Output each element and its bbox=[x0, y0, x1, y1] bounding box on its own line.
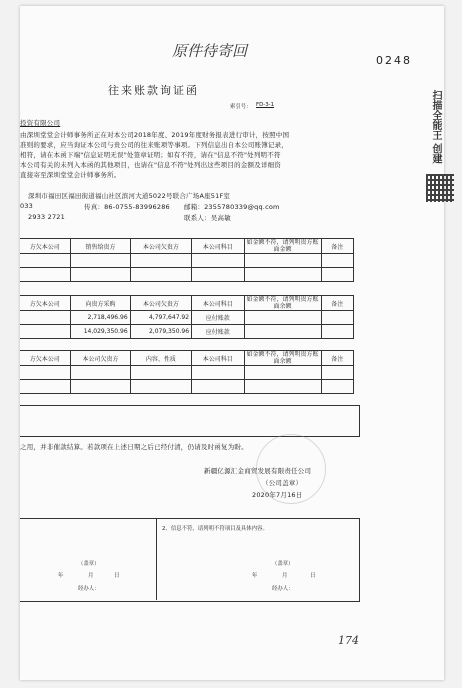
handwritten-note: 原件待寄回 bbox=[172, 42, 248, 60]
header-cell: 销售给贵方 bbox=[71, 239, 130, 254]
table-sales bbox=[20, 238, 354, 282]
table-row bbox=[20, 325, 354, 339]
reply-day-left: 日 bbox=[114, 573, 120, 579]
contact-address: 深圳市福田区福田街道福山社区滨河大道5022号联合广场A座51F室 bbox=[28, 192, 231, 200]
header-cell: 本公司欠贵方 bbox=[130, 239, 191, 254]
table-row bbox=[20, 311, 354, 325]
header-cell: 备注 bbox=[321, 296, 353, 311]
table-purchases bbox=[20, 295, 354, 339]
table-row bbox=[20, 366, 354, 380]
reply-handler-left: 经办人： bbox=[78, 586, 100, 592]
qr-code-icon bbox=[426, 174, 454, 202]
reply-handler-right: 经办人： bbox=[272, 586, 294, 592]
reply-divider bbox=[156, 518, 157, 600]
table-row bbox=[20, 351, 354, 366]
contact-tel: 2933 2721 bbox=[28, 213, 65, 221]
header-cell: 本公司科目 bbox=[192, 239, 244, 254]
body-line-4: 本公司有关的未列入本函的其他项目，也请在"信息不符"处列出这些项目的金额及详细资 bbox=[20, 161, 281, 169]
amount-cell: 2,079,350.96 bbox=[130, 325, 191, 339]
table-other bbox=[20, 350, 354, 394]
header-cell: 内容、性质 bbox=[130, 351, 191, 366]
reply-seal-left: （盖章） bbox=[78, 561, 100, 567]
table-row bbox=[20, 296, 354, 311]
contact-fax: 传真：86-0755-83996286 bbox=[84, 203, 170, 211]
table-row bbox=[20, 254, 354, 268]
header-cell: 如金额不符，请列明贵方账面金额 bbox=[244, 239, 321, 254]
contact-person: 联系人：吴高敏 bbox=[184, 214, 231, 222]
contact-email: 邮箱：2355780339@qq.com bbox=[184, 203, 280, 211]
header-cell: 本公司科目 bbox=[192, 296, 244, 311]
reply-seal-right: （盖章） bbox=[272, 561, 294, 567]
remarks-box bbox=[20, 405, 360, 437]
header-cell: 方欠本公司 bbox=[20, 351, 71, 366]
table-row bbox=[20, 268, 354, 282]
account-cell: 应付账款 bbox=[192, 325, 244, 339]
body-line-2: 准则的要求，应当询证本公司与贵公司的往来账项等事项。下列信息出自本公司账簿记录， bbox=[20, 141, 288, 149]
table-row bbox=[20, 380, 354, 394]
body-line-5: 直接寄至深圳堂堂会计师事务所。 bbox=[20, 171, 121, 179]
reply-day-right: 日 bbox=[310, 573, 316, 579]
index-value: FD-3-1 bbox=[256, 102, 275, 108]
reply-month-left: 月 bbox=[88, 573, 94, 579]
body-line-3: 相符，请在本函下端"信息证明无误"处签章证明；如有不符，请在"信息不符"处列明不符 bbox=[20, 151, 281, 159]
scanner-watermark: 扫描全能王 创建 bbox=[430, 90, 441, 164]
recipient: 投资有限公司 bbox=[20, 119, 61, 127]
document-page bbox=[20, 6, 444, 680]
reply-year-right: 年 bbox=[252, 573, 258, 579]
letter-title: 往来账款询证函 bbox=[108, 84, 199, 97]
header-cell: 如金额不符，请列明贵方账面余额 bbox=[244, 296, 321, 311]
header-cell: 方欠本公司 bbox=[20, 239, 71, 254]
header-cell: 本公司欠贵方 bbox=[130, 296, 191, 311]
header-cell: 如金额不符，请列明贵方账面余额 bbox=[244, 351, 321, 366]
mismatch-instruction: 2、信息不符，请列明不符项目及具体内容。 bbox=[162, 526, 268, 532]
disclaimer-note: 之用，并非催款结算。若款项在上述日期之后已经付清，仍请及时函复为盼。 bbox=[20, 443, 248, 451]
amount-cell: 14,029,350.96 bbox=[71, 325, 130, 339]
table-row bbox=[20, 239, 354, 254]
document-number: 0248 bbox=[376, 54, 412, 67]
handwritten-page-number: 174 bbox=[338, 634, 359, 647]
reply-month-right: 月 bbox=[282, 573, 288, 579]
amount-cell: 2,718,496.96 bbox=[71, 311, 130, 325]
header-cell: 本公司科目 bbox=[192, 351, 244, 366]
amount-cell: 4,797,647.92 bbox=[130, 311, 191, 325]
signer-company: 新疆亿源汇金商贸发展有限责任公司 bbox=[204, 467, 312, 475]
header-cell: 向贵方采购 bbox=[71, 296, 130, 311]
header-cell: 备注 bbox=[321, 351, 353, 366]
header-cell: 备注 bbox=[321, 239, 353, 254]
index-label: 索引号： bbox=[230, 104, 252, 110]
body-line-1: 由深圳堂堂会计师事务所正在对本公司2018年度、2019年度财务报表进行审计，按照中国 bbox=[20, 131, 290, 139]
signature-date: 2020年7月16日 bbox=[252, 491, 303, 499]
header-cell: 方欠本公司 bbox=[20, 296, 71, 311]
account-cell: 应付账款 bbox=[192, 311, 244, 325]
header-cell: 本公司欠贵方 bbox=[71, 351, 130, 366]
reply-year-left: 年 bbox=[58, 573, 64, 579]
contact-phone-prefix: 033 bbox=[20, 202, 34, 210]
signer-seal-label: （公司盖章） bbox=[262, 479, 303, 487]
